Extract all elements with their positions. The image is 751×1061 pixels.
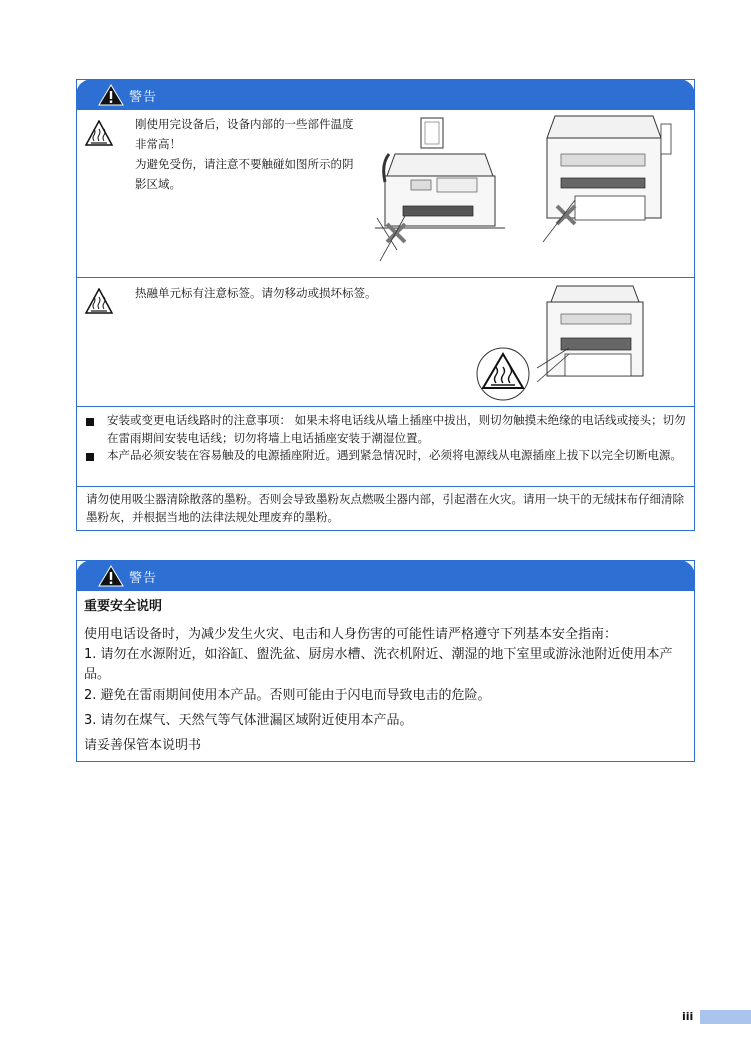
warning-header-1 (76, 79, 695, 110)
bullet-square (86, 453, 94, 461)
safety-item-2: 2. 避免在雷雨期间使用本产品。否则可能由于闪电而导致电击的危险。 (84, 688, 491, 703)
rear-unit-illustration (535, 112, 685, 262)
row-divider-3 (77, 486, 694, 487)
toner-note: 请勿使用吸尘器清除散落的墨粉。否则会导致墨粉灰点燃吸尘器内部，引起潜在火灾。请用一块干的无绒抹布仔细清除墨粉灰，并根据当地的法律法规处理废弃的墨粉。 (86, 492, 684, 524)
warning-header-2 (76, 560, 695, 591)
warning-triangle-icon (98, 565, 124, 587)
safety-intro: 使用电话设备时，为减少发生火灾、电击和人身伤害的可能性请严格遵守下列基本安全指南： (84, 627, 618, 642)
page-number: iii (682, 1010, 694, 1023)
safety-item-3: 3. 请勿在煤气、天然气等气体泄漏区域附近使用本产品。 (84, 713, 413, 728)
safety-title: 重要安全说明 (84, 599, 163, 614)
warning-triangle-icon (98, 84, 124, 106)
fax-machine-illustration (375, 116, 505, 266)
safety-closing: 请妥善保管本说明书 (84, 738, 202, 753)
hot-surface-line-2: 为避免受伤，请注意不要触碰如图所示的阴影区域。 (135, 157, 354, 191)
row-divider-1 (77, 277, 694, 278)
hot-surface-text (135, 114, 355, 194)
warning-box-1 (76, 79, 695, 531)
warning-title: 警告 (129, 571, 158, 586)
hot-surface-icon (85, 288, 113, 314)
hot-surface-icon (85, 120, 113, 146)
bullet-item-2: 本产品必须安装在容易触及的电源插座附近。遇到紧急情况时，必须将电源线从电源插座上拔下以完全切断电源。 (107, 448, 682, 462)
label-note-text: 热融单元标有注意标签。请勿移动或损坏标签。 (135, 286, 377, 300)
row-divider-2 (77, 406, 694, 407)
page-tab (700, 1010, 751, 1024)
fuser-label-illustration (469, 282, 689, 402)
hot-surface-line-1: 刚使用完设备后，设备内部的一些部件温度非常高！ (135, 117, 354, 151)
warning-title: 警告 (129, 90, 158, 105)
bullet-item-1: 安装或变更电话线路时的注意事项： 如果未将电话线从墙上插座中拔出，则切勿触摸未绝缘的电话线或接头；切勿在雷雨期间安装电话线；切勿将墙上电话插座安装于潮湿位置。 (107, 413, 686, 445)
warning-box-2 (76, 560, 695, 762)
bullet-square (86, 418, 94, 426)
safety-item-1: 1. 请勿在水源附近，如浴缸、盥洗盆、厨房水槽、洗衣机附近、潮湿的地下室里或游泳池附近使用本产品。 (84, 647, 673, 682)
